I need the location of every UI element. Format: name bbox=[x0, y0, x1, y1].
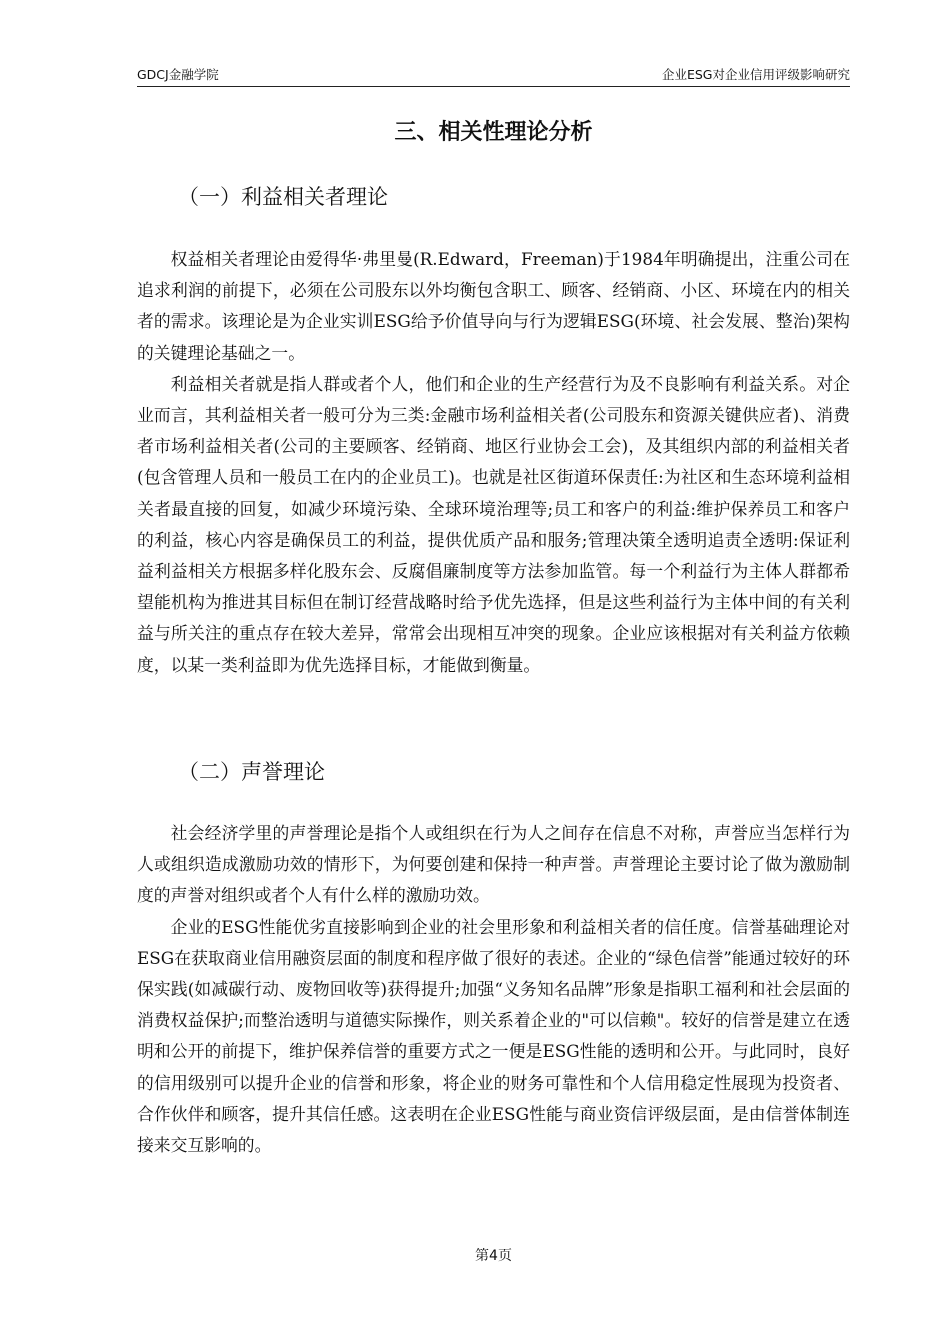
paragraph: 权益相关者理论由爱得华·弗里曼(R.Edward，Freeman)于1984年明确提出，注重公司在追求利润的前提下，必须在公司股东以外均衡包含职工、顾客、经销商、小区、环境在内的相关者的需求。该理论是为企业实训ESG给予价值导向与行为逻辑ESG(环境、社会发展、整治)架构的关键理论基础之一。 bbox=[137, 249, 850, 363]
section-body-stakeholder bbox=[137, 244, 850, 681]
paragraph: 社会经济学里的声誉理论是指个人或组织在行为人之间存在信息不对称，声誉应当怎样行为人或组织造成激励功效的情形下，为何要创建和保持一种声誉。声誉理论主要讨论了做为激励制度的声誉对组织或者个人有什么样的激励功效。 bbox=[137, 823, 850, 906]
section-title-reputation: （二）声誉理论 bbox=[178, 760, 325, 784]
chapter-title: 三、相关性理论分析 bbox=[394, 120, 593, 145]
page-number: 第4页 bbox=[475, 1248, 512, 1264]
section-body-reputation bbox=[137, 818, 850, 1161]
header-institution: GDCJ金融学院 bbox=[137, 67, 219, 82]
page-header bbox=[137, 66, 850, 87]
header-thesis-title: 企业ESG对企业信用评级影响研究 bbox=[661, 67, 850, 82]
paragraph: 企业的ESG性能优劣直接影响到企业的社会里形象和利益相关者的信任度。信誉基础理论对ESG在获取商业信用融资层面的制度和程序做了很好的表述。企业的“绿色信誉”能通过较好的环保实践(如减碳行动、废物回收等)获得提升;加强“义务知名品牌”形象是指职工福利和社会层面的消费权益保护;而整治透明与道德实际操作，则关系着企业的"可以信赖"。较好的信誉是建立在透明和公开的前提下，维护保养信誉的重要方式之一便是ESG性能的透明和公开。与此同时，良好的信用级别可以提升企业的信誉和形象，将企业的财务可靠性和个人信用稳定性展现为投资者、合作伙伴和顾客，提升其信任感。这表明在企业ESG性能与商业资信评级层面，是由信誉体制连接来交互影响的。 bbox=[137, 916, 850, 1156]
paragraph: 利益相关者就是指人群或者个人，他们和企业的生产经营行为及不良影响有利益关系。对企业而言，其利益相关者一般可分为三类:金融市场利益相关者(公司股东和资源关键供应者)、消费者市场利益相关者(公司的主要顾客、经销商、地区行业协会工会)，及其组织内部的利益相关者(包含管理人员和一般员工在内的企业员工)。也就是社区街道环保责任:为社区和生态环境利益相关者最直接的回复，如减少环境污染、全球环境治理等;员工和客户的利益:维护保养员工和客户的利益，核心内容是确保员工的利益，提供优质产品和服务;管理决策全透明追责全透明:保证利益利益相关方根据多样化股东会、反腐倡廉制度等方法参加监管。每一个利益行为主体人群都希望能机构为推进其目标但在制订经营战略时给予优先选择，但是这些利益行为主体中间的有关利益与所关注的重点存在较大差异，常常会出现相互冲突的现象。企业应该根据对有关利益方依赖度，以某一类利益即为优先选择目标，才能做到衡量。 bbox=[137, 373, 850, 675]
section-title-stakeholder: （一）利益相关者理论 bbox=[178, 185, 388, 209]
